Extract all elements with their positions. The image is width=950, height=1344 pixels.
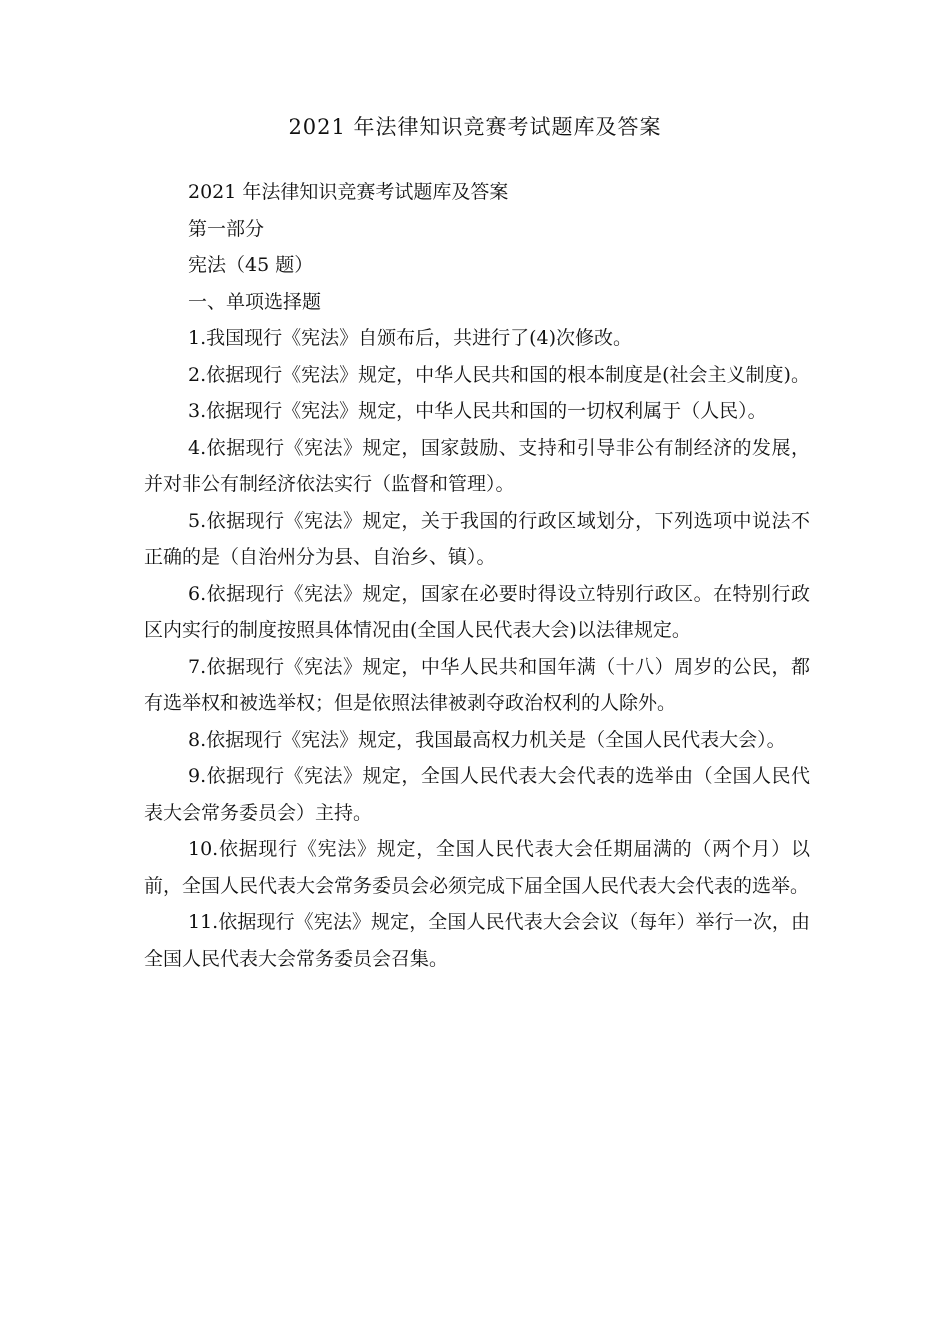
document-body [144, 174, 810, 977]
question-paragraph: 1.我国现行《宪法》自颁布后，共进行了(4)次修改。 [188, 327, 633, 349]
question-paragraph: 9.依据现行《宪法》规定，全国人民代表大会代表的选举由（全国人民代表大会常务委员会）主持。 [144, 765, 810, 824]
question-paragraph: 4.依据现行《宪法》规定，国家鼓励、支持和引导非公有制经济的发展，并对非公有制经济依法实行（监督和管理）。 [144, 436, 810, 495]
question-paragraph: 3.依据现行《宪法》规定，中华人民共和国的一切权利属于（人民）。 [188, 400, 767, 422]
question-paragraph: 2.依据现行《宪法》规定，中华人民共和国的根本制度是(社会主义制度)。 [188, 363, 810, 386]
question-paragraph: 7.依据现行《宪法》规定，中华人民共和国年满（十八）周岁的公民，都有选举权和被选举权；但是依照法律被剥夺政治权利的人除外。 [144, 655, 810, 714]
part-heading: 第一部分 [188, 217, 265, 240]
subtitle-paragraph: 2021 年法律知识竞赛考试题库及答案 [188, 181, 509, 203]
question-paragraph: 10.依据现行《宪法》规定，全国人民代表大会任期届满的（两个月）以前，全国人民代表大会常务委员会必须完成下届全国人民代表大会代表的选举。 [144, 838, 810, 897]
question-paragraph: 8.依据现行《宪法》规定，我国最高权力机关是（全国人民代表大会）。 [188, 728, 786, 751]
question-type-heading: 一、单项选择题 [188, 290, 322, 313]
question-paragraph: 11.依据现行《宪法》规定，全国人民代表大会会议（每年）举行一次，由全国人民代表大会常务委员会召集。 [144, 911, 810, 970]
document-title: 2021 年法律知识竞赛考试题库及答案 [288, 115, 662, 139]
question-paragraph: 6.依据现行《宪法》规定，国家在必要时得设立特别行政区。在特别行政区内实行的制度按照具体情况由(全国人民代表大会)以法律规定。 [144, 582, 810, 641]
section-heading: 宪法（45 题） [188, 254, 314, 276]
question-paragraph: 5.依据现行《宪法》规定，关于我国的行政区域划分，下列选项中说法不正确的是（自治州分为县、自治乡、镇）。 [144, 509, 810, 568]
